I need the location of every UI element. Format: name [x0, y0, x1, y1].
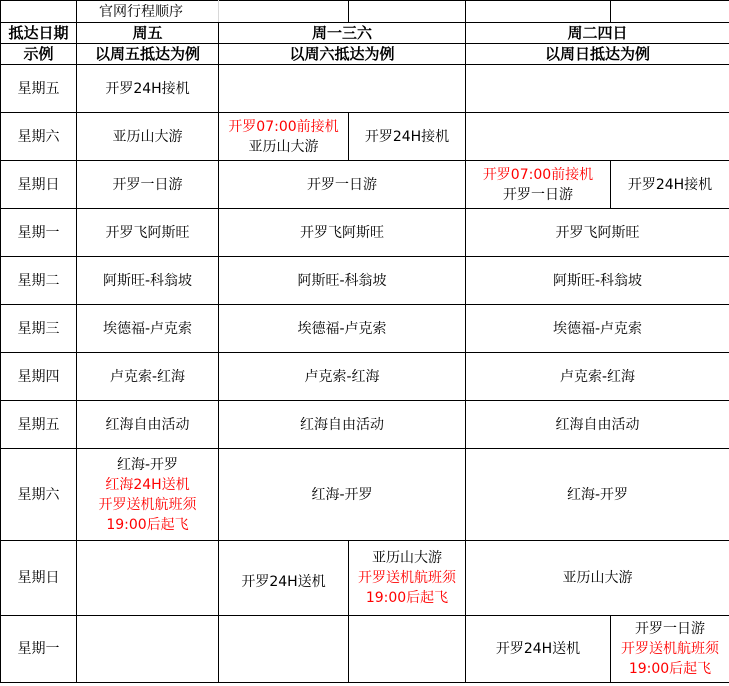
day-cell[interactable]: 星期六 [1, 113, 77, 161]
sat-cell-a[interactable]: 开罗24H送机 [219, 541, 349, 616]
fri-cell[interactable]: 开罗飞阿斯旺 [77, 209, 219, 257]
table-row [1, 209, 729, 257]
fri-cell-black: 红海-开罗 [116, 456, 179, 473]
empty-cell[interactable] [349, 616, 466, 683]
day-cell[interactable]: 星期四 [1, 353, 77, 401]
caption-row [1, 1, 729, 23]
caption-blank-cell[interactable] [611, 1, 729, 23]
caption-blank-cell[interactable] [349, 1, 466, 23]
example-fri[interactable]: 以周五抵达为例 [77, 44, 219, 65]
sun-cell-a[interactable] [466, 161, 611, 209]
sun-cell-b[interactable]: 开罗24H接机 [611, 161, 729, 209]
fri-cell[interactable]: 红海自由活动 [77, 401, 219, 449]
table-row [1, 161, 729, 209]
table-row [1, 401, 729, 449]
sat-cell-b-red-1: 开罗送机航班须 [358, 570, 456, 586]
sat-cell[interactable]: 开罗一日游 [219, 161, 466, 209]
day-cell[interactable]: 星期五 [1, 65, 77, 113]
sat-cell[interactable]: 阿斯旺-科翁坡 [219, 257, 466, 305]
header-mon-wed-sat[interactable]: 周一三六 [219, 23, 466, 44]
sat-cell-b-red-2: 19:00后起飞 [365, 590, 449, 606]
sun-cell-a-black: 开罗一日游 [503, 186, 573, 203]
caption-blank-cell[interactable] [219, 1, 349, 23]
empty-cell[interactable] [219, 616, 349, 683]
sun-cell[interactable]: 亚历山大游 [466, 541, 729, 616]
sun-cell[interactable]: 卢克索-红海 [466, 353, 729, 401]
sun-cell-b-red-2: 19:00后起飞 [628, 661, 712, 677]
caption-cell[interactable]: 官网行程顺序 [77, 1, 219, 23]
table-row [1, 353, 729, 401]
sun-cell[interactable]: 开罗飞阿斯旺 [466, 209, 729, 257]
header-fri[interactable]: 周五 [77, 23, 219, 44]
empty-cell[interactable] [219, 65, 466, 113]
example-sat[interactable]: 以周六抵达为例 [219, 44, 466, 65]
day-cell[interactable]: 星期日 [1, 161, 77, 209]
sun-cell-b-black: 开罗一日游 [635, 621, 705, 637]
fri-cell-red-3: 19:00后起飞 [106, 516, 189, 533]
empty-cell[interactable] [77, 541, 219, 616]
day-cell[interactable]: 星期日 [1, 541, 77, 616]
empty-cell[interactable] [466, 65, 729, 113]
fri-cell[interactable]: 开罗24H接机 [77, 65, 219, 113]
sat-cell[interactable]: 卢克索-红海 [219, 353, 466, 401]
fri-cell-red-2: 开罗送机航班须 [98, 496, 197, 513]
fri-cell[interactable]: 亚历山大游 [77, 113, 219, 161]
sat-cell[interactable]: 埃德福-卢克索 [219, 305, 466, 353]
empty-cell[interactable] [77, 616, 219, 683]
sun-cell-a-red: 开罗07:00前接机 [482, 166, 594, 183]
sat-cell-a-red: 开罗07:00前接机 [228, 118, 339, 135]
sat-cell[interactable]: 红海自由活动 [219, 401, 466, 449]
header-tue-thu-sun[interactable]: 周二四日 [466, 23, 729, 44]
sun-cell-b[interactable] [611, 616, 729, 683]
sat-cell[interactable]: 红海-开罗 [219, 449, 466, 541]
fri-cell[interactable]: 卢克索-红海 [77, 353, 219, 401]
sat-cell-a-black: 亚历山大游 [248, 138, 319, 155]
day-cell[interactable]: 星期二 [1, 257, 77, 305]
sun-cell[interactable]: 埃德福-卢克索 [466, 305, 729, 353]
sun-cell-b-red-1: 开罗送机航班须 [621, 641, 719, 657]
table-row [1, 449, 729, 541]
day-cell[interactable]: 星期六 [1, 449, 77, 541]
empty-cell[interactable] [466, 113, 729, 161]
table-row [1, 305, 729, 353]
sat-cell-b-black: 亚历山大游 [372, 550, 442, 566]
table-row [1, 113, 729, 161]
caption-blank-cell[interactable] [1, 1, 77, 23]
example-sun[interactable]: 以周日抵达为例 [466, 44, 729, 65]
caption-blank-cell[interactable] [466, 1, 611, 23]
fri-cell-red-1: 红海24H送机 [105, 476, 190, 493]
sat-cell-b[interactable] [349, 541, 466, 616]
header-row [1, 23, 729, 44]
sun-cell[interactable]: 红海-开罗 [466, 449, 729, 541]
example-row [1, 44, 729, 65]
day-cell[interactable]: 星期三 [1, 305, 77, 353]
table-row [1, 541, 729, 616]
day-cell[interactable]: 星期五 [1, 401, 77, 449]
fri-cell[interactable] [77, 449, 219, 541]
sat-cell-b[interactable]: 开罗24H接机 [349, 113, 466, 161]
table-row [1, 257, 729, 305]
day-cell[interactable]: 星期一 [1, 209, 77, 257]
sun-cell[interactable]: 阿斯旺-科翁坡 [466, 257, 729, 305]
day-cell[interactable]: 星期一 [1, 616, 77, 683]
table-row [1, 616, 729, 683]
fri-cell[interactable]: 阿斯旺-科翁坡 [77, 257, 219, 305]
fri-cell[interactable]: 开罗一日游 [77, 161, 219, 209]
sat-cell-a[interactable] [219, 113, 349, 161]
header-arrival-date[interactable]: 抵达日期 [1, 23, 77, 44]
fri-cell[interactable]: 埃德福-卢克索 [77, 305, 219, 353]
sat-cell[interactable]: 开罗飞阿斯旺 [219, 209, 466, 257]
example-label[interactable]: 示例 [1, 44, 77, 65]
sun-cell-a[interactable]: 开罗24H送机 [466, 616, 611, 683]
table-row [1, 65, 729, 113]
sun-cell[interactable]: 红海自由活动 [466, 401, 729, 449]
